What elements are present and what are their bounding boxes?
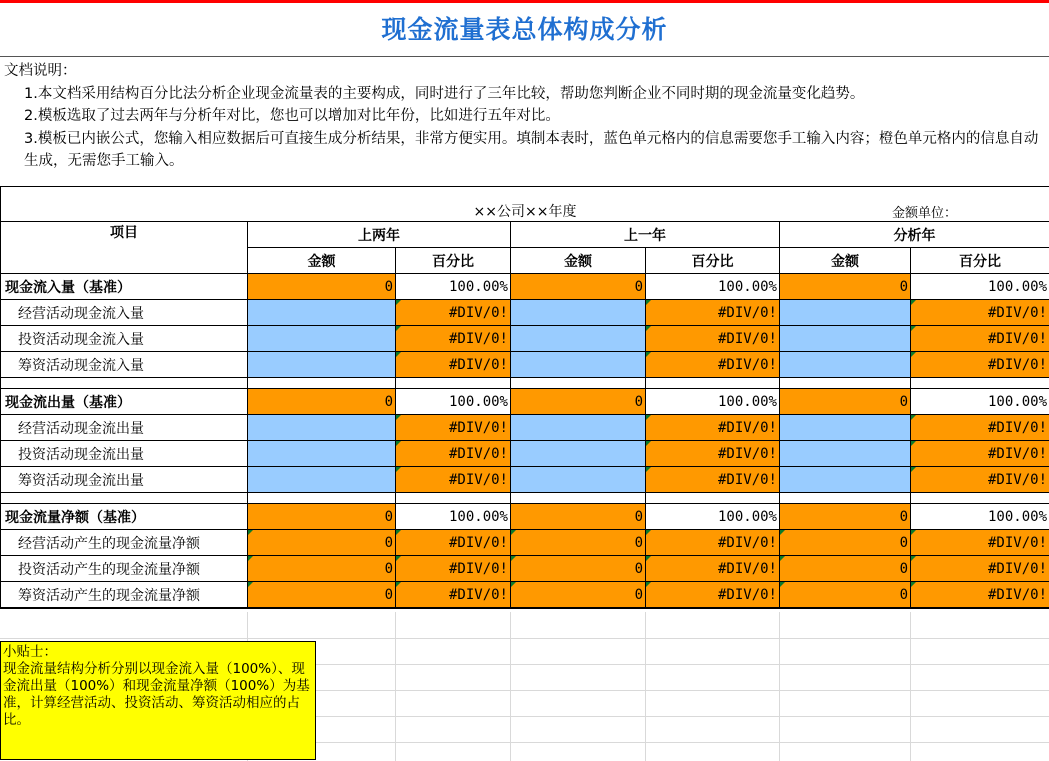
percent-cell[interactable]: 100.00% xyxy=(646,389,780,415)
header-amount-2[interactable]: 金额 xyxy=(511,248,646,274)
spacer-cell xyxy=(780,378,911,389)
input-cell[interactable] xyxy=(780,352,911,378)
gridline xyxy=(645,612,646,761)
percent-cell[interactable]: 100.00% xyxy=(911,504,1049,530)
percent-cell[interactable]: 100.00% xyxy=(911,389,1049,415)
spacer-cell xyxy=(511,378,646,389)
amount-cell[interactable]: 0 xyxy=(780,582,911,609)
percent-cell[interactable]: #DIV/0! xyxy=(911,300,1049,326)
input-cell[interactable] xyxy=(248,352,396,378)
input-cell[interactable] xyxy=(780,326,911,352)
input-cell[interactable] xyxy=(511,326,646,352)
spacer-cell xyxy=(511,493,646,504)
header-period-3[interactable]: 分析年 xyxy=(780,222,1049,248)
amount-cell[interactable]: 0 xyxy=(511,504,646,530)
input-cell[interactable] xyxy=(780,415,911,441)
spacer-cell xyxy=(248,493,396,504)
spacer-row xyxy=(1,378,1049,389)
percent-cell[interactable]: #DIV/0! xyxy=(396,441,511,467)
percent-cell[interactable]: 100.00% xyxy=(646,504,780,530)
inflow-base-label[interactable]: 现金流入量（基准） xyxy=(1,274,248,300)
input-cell[interactable] xyxy=(511,467,646,493)
header-percent-1[interactable]: 百分比 xyxy=(396,248,511,274)
percent-cell[interactable]: #DIV/0! xyxy=(911,556,1049,582)
description-line-3: 3.模板已内嵌公式，您输入相应数据后可直接生成分析结果，非常方便实用。填制本表时，蓝色单元格内的信息需要您手工输入内容；橙色单元格内的信息自动生成，无需您手工输入。 xyxy=(24,130,1039,169)
input-cell[interactable] xyxy=(248,415,396,441)
cashflow-analysis-table xyxy=(0,186,1049,609)
amount-cell[interactable]: 0 xyxy=(511,556,646,582)
title-divider xyxy=(0,56,1049,57)
percent-cell[interactable]: #DIV/0! xyxy=(646,582,780,609)
gridline xyxy=(510,612,511,761)
gridline xyxy=(779,612,780,761)
header-percent-2[interactable]: 百分比 xyxy=(646,248,780,274)
gridline xyxy=(395,612,396,761)
percent-cell[interactable]: 100.00% xyxy=(396,504,511,530)
gridline xyxy=(316,742,1049,743)
page-title: 现金流量表总体构成分析 xyxy=(381,15,668,44)
top-red-line xyxy=(0,0,1049,3)
percent-cell[interactable]: #DIV/0! xyxy=(396,530,511,556)
row-label[interactable]: 投资活动现金流入量 xyxy=(1,326,248,352)
row-label[interactable]: 筹资活动现金流入量 xyxy=(1,352,248,378)
header-amount-1[interactable]: 金额 xyxy=(248,248,396,274)
table-row xyxy=(1,467,1049,493)
amount-cell[interactable]: 0 xyxy=(511,582,646,609)
percent-cell[interactable]: #DIV/0! xyxy=(646,441,780,467)
gridline xyxy=(0,638,1049,639)
percent-cell[interactable]: #DIV/0! xyxy=(911,352,1049,378)
percent-cell[interactable]: #DIV/0! xyxy=(646,300,780,326)
company-year-label: ××公司××年度 xyxy=(473,204,577,220)
amount-cell[interactable]: 0 xyxy=(511,389,646,415)
spacer-cell xyxy=(248,378,396,389)
amount-cell[interactable]: 0 xyxy=(511,530,646,556)
percent-cell[interactable]: #DIV/0! xyxy=(646,556,780,582)
spacer-cell xyxy=(646,378,780,389)
gridline xyxy=(316,664,1049,665)
table-row xyxy=(1,582,1049,609)
percent-cell[interactable]: #DIV/0! xyxy=(911,582,1049,609)
gridline xyxy=(910,612,911,761)
row-label[interactable]: 筹资活动产生的现金流量净额 xyxy=(1,582,248,609)
percent-cell[interactable]: #DIV/0! xyxy=(646,415,780,441)
tip-box[interactable] xyxy=(0,641,316,760)
description-line-1: 1.本文档采用结构百分比法分析企业现金流量表的主要构成，同时进行了三年比较，帮助您判断企业不同时期的现金流量变化趋势。 xyxy=(24,85,865,102)
percent-cell[interactable]: 100.00% xyxy=(911,274,1049,300)
spacer-cell xyxy=(911,378,1049,389)
percent-cell[interactable]: #DIV/0! xyxy=(396,582,511,609)
description-line-2: 2.模板选取了过去两年与分析年对比，您也可以增加对比年份，比如进行五年对比。 xyxy=(24,108,560,124)
percent-cell[interactable]: #DIV/0! xyxy=(396,467,511,493)
amount-cell[interactable]: 0 xyxy=(780,504,911,530)
percent-cell[interactable]: #DIV/0! xyxy=(646,352,780,378)
percent-cell[interactable]: #DIV/0! xyxy=(396,300,511,326)
percent-cell[interactable]: #DIV/0! xyxy=(396,326,511,352)
amount-cell[interactable]: 0 xyxy=(780,274,911,300)
header-percent-3[interactable]: 百分比 xyxy=(911,248,1049,274)
outflow-base-label[interactable]: 现金流出量（基准） xyxy=(1,389,248,415)
gridline xyxy=(316,716,1049,717)
spacer-cell xyxy=(646,493,780,504)
table-row xyxy=(1,504,1049,530)
spacer-row xyxy=(1,493,1049,504)
input-cell[interactable] xyxy=(511,300,646,326)
spacer-cell xyxy=(1,493,248,504)
table-row xyxy=(1,441,1049,467)
percent-cell[interactable]: #DIV/0! xyxy=(911,326,1049,352)
input-cell[interactable] xyxy=(511,441,646,467)
amount-cell[interactable]: 0 xyxy=(248,504,396,530)
percent-cell[interactable]: #DIV/0! xyxy=(911,415,1049,441)
header-item[interactable]: 项目 xyxy=(1,222,248,274)
amount-cell[interactable]: 0 xyxy=(511,274,646,300)
table-row xyxy=(1,556,1049,582)
row-label[interactable]: 筹资活动现金流出量 xyxy=(1,467,248,493)
row-label[interactable]: 经营活动现金流入量 xyxy=(1,300,248,326)
percent-cell[interactable]: #DIV/0! xyxy=(646,326,780,352)
input-cell[interactable] xyxy=(780,300,911,326)
input-cell[interactable] xyxy=(511,352,646,378)
percent-cell[interactable]: #DIV/0! xyxy=(396,352,511,378)
input-cell[interactable] xyxy=(780,441,911,467)
input-cell[interactable] xyxy=(248,467,396,493)
input-cell[interactable] xyxy=(248,326,396,352)
tip-heading: 小贴士： xyxy=(3,644,57,660)
table-row xyxy=(1,389,1049,415)
tip-body: 现金流量结构分析分别以现金流入量（100%）、现金流出量（100%）和现金流量净额（100%）为基准，计算经营活动、投资活动、筹资活动相应的占比。 xyxy=(3,661,310,728)
percent-cell[interactable]: #DIV/0! xyxy=(646,467,780,493)
header-amount-3[interactable]: 金额 xyxy=(780,248,911,274)
percent-cell[interactable]: #DIV/0! xyxy=(396,415,511,441)
gridline xyxy=(316,690,1049,691)
amount-cell[interactable]: 0 xyxy=(780,530,911,556)
input-cell[interactable] xyxy=(248,441,396,467)
row-label[interactable]: 经营活动现金流出量 xyxy=(1,415,248,441)
amount-cell[interactable]: 0 xyxy=(780,556,911,582)
percent-cell[interactable]: #DIV/0! xyxy=(911,467,1049,493)
percent-cell[interactable]: #DIV/0! xyxy=(396,556,511,582)
percent-cell[interactable]: #DIV/0! xyxy=(911,530,1049,556)
amount-cell[interactable]: 0 xyxy=(248,389,396,415)
amount-cell[interactable]: 0 xyxy=(248,556,396,582)
table-row xyxy=(1,300,1049,326)
percent-cell[interactable]: #DIV/0! xyxy=(646,530,780,556)
row-label[interactable]: 投资活动产生的现金流量净额 xyxy=(1,556,248,582)
percent-cell[interactable]: #DIV/0! xyxy=(911,441,1049,467)
amount-cell[interactable]: 0 xyxy=(780,389,911,415)
spacer-cell xyxy=(911,493,1049,504)
row-label[interactable]: 投资活动现金流出量 xyxy=(1,441,248,467)
amount-cell[interactable]: 0 xyxy=(248,530,396,556)
table-row xyxy=(1,530,1049,556)
input-cell[interactable] xyxy=(511,415,646,441)
input-cell[interactable] xyxy=(248,300,396,326)
company-year-row xyxy=(1,187,1049,222)
description-block xyxy=(4,60,1049,173)
net-base-label[interactable]: 现金流量净额（基准） xyxy=(1,504,248,530)
header-period-2[interactable]: 上一年 xyxy=(511,222,780,248)
spacer-cell xyxy=(1,378,248,389)
table-row xyxy=(1,352,1049,378)
percent-cell[interactable]: 100.00% xyxy=(396,274,511,300)
unit-label: 金额单位： xyxy=(892,206,958,221)
spacer-cell xyxy=(396,378,511,389)
spacer-cell xyxy=(780,493,911,504)
table-row xyxy=(1,326,1049,352)
amount-cell[interactable]: 0 xyxy=(248,582,396,609)
percent-cell[interactable]: 100.00% xyxy=(396,389,511,415)
table-row xyxy=(1,274,1049,300)
spacer-cell xyxy=(396,493,511,504)
percent-cell[interactable]: 100.00% xyxy=(646,274,780,300)
description-heading: 文档说明： xyxy=(4,63,77,79)
row-label[interactable]: 经营活动产生的现金流量净额 xyxy=(1,530,248,556)
header-period-1[interactable]: 上两年 xyxy=(248,222,511,248)
table-row xyxy=(1,415,1049,441)
amount-cell[interactable]: 0 xyxy=(248,274,396,300)
input-cell[interactable] xyxy=(780,467,911,493)
